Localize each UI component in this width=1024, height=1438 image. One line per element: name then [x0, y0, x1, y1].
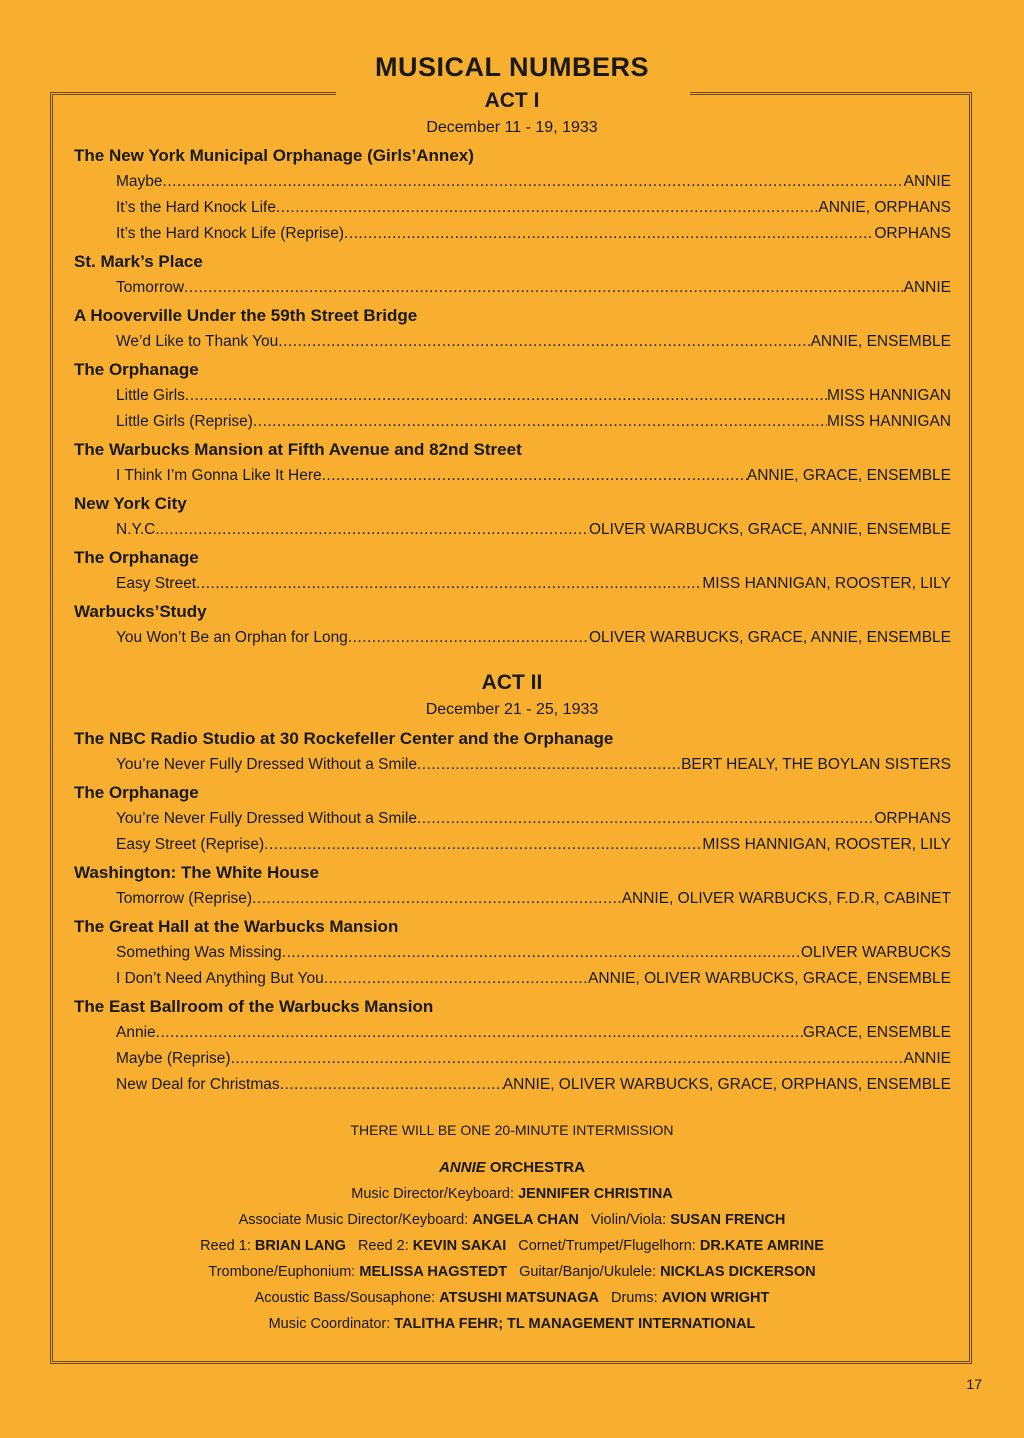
- orchestra-line: [0, 1212, 1024, 1228]
- song-row: [116, 1050, 951, 1070]
- song-row: [116, 413, 951, 433]
- role: Associate Music Director/Keyboard:: [238, 1212, 473, 1228]
- song-row: [116, 944, 951, 964]
- scene-location: The New York Municipal Orphanage (Girls’Annex): [74, 146, 474, 165]
- act2-heading: ACT II: [481, 671, 543, 694]
- song-performers: ANNIE, GRACE, ENSEMBLE: [746, 467, 951, 484]
- scene-location: St. Mark’s Place: [74, 252, 203, 271]
- orchestra-line: [0, 1238, 1024, 1254]
- song-row: [116, 810, 951, 830]
- song-performers: ANNIE: [903, 279, 951, 296]
- orchestra-heading-rest: ORCHESTRA: [485, 1159, 585, 1176]
- song-row: [116, 575, 951, 595]
- song-performers: MISS HANNIGAN, ROOSTER, LILY: [702, 836, 951, 853]
- song-title: Little Girls: [116, 387, 185, 404]
- act2-dates: December 21 - 25, 1933: [425, 701, 599, 718]
- intermission-note: THERE WILL BE ONE 20-MINUTE INTERMISSION: [350, 1122, 674, 1138]
- scene-location: The Warbucks Mansion at Fifth Avenue and 82nd Street: [74, 440, 522, 459]
- song-row: [116, 756, 951, 776]
- song-performers: MISS HANNIGAN: [826, 413, 951, 430]
- song-row: [116, 173, 951, 193]
- song-row: [116, 890, 951, 910]
- song-row: [116, 836, 951, 856]
- song-title: Tomorrow (Reprise): [116, 890, 253, 907]
- orchestra-line: [0, 1316, 1024, 1332]
- musician-name: ATSUSHI MATSUNAGA: [439, 1290, 599, 1306]
- song-performers: MISS HANNIGAN: [826, 387, 951, 404]
- song-performers: ANNIE: [903, 1050, 951, 1067]
- musician-name: TALITHA FEHR; TL MANAGEMENT INTERNATIONAL: [394, 1316, 756, 1332]
- song-row: [116, 225, 951, 245]
- song-performers: ORPHANS: [874, 225, 951, 242]
- musician-name: DR.KATE AMRINE: [699, 1238, 824, 1254]
- song-performers: ANNIE, ORPHANS: [818, 199, 951, 216]
- musician-name: JENNIFER CHRISTINA: [518, 1186, 673, 1202]
- song-title: Maybe: [116, 173, 163, 190]
- song-row: [116, 467, 951, 487]
- song-title: Easy Street (Reprise): [116, 836, 265, 853]
- song-title: Little Girls (Reprise): [116, 413, 253, 430]
- scene-location: The East Ballroom of the Warbucks Mansion: [74, 997, 434, 1016]
- musician-name: AVION WRIGHT: [661, 1290, 770, 1306]
- role: Drums:: [610, 1290, 662, 1306]
- song-performers: ANNIE, OLIVER WARBUCKS, GRACE, ORPHANS, ENSEMBLE: [502, 1076, 951, 1093]
- page-title: MUSICAL NUMBERS: [374, 52, 649, 82]
- song-performers: GRACE, ENSEMBLE: [802, 1024, 951, 1041]
- song-title: Easy Street: [116, 575, 197, 592]
- song-performers: ANNIE: [903, 173, 951, 190]
- song-performers: ANNIE, OLIVER WARBUCKS, F.D.R, CABINET: [621, 890, 951, 907]
- orchestra-heading: [0, 1159, 1024, 1176]
- scene-location: The Orphanage: [74, 360, 199, 379]
- song-performers: OLIVER WARBUCKS: [800, 944, 951, 961]
- song-row: [116, 387, 951, 407]
- song-title: Maybe (Reprise): [116, 1050, 231, 1067]
- song-title: Tomorrow: [116, 279, 185, 296]
- song-performers: ANNIE, ENSEMBLE: [810, 333, 951, 350]
- role: Reed 1:: [200, 1238, 255, 1254]
- orchestra-line: [0, 1264, 1024, 1280]
- scene-location: A Hooverville Under the 59th Street Bridge: [74, 306, 418, 325]
- musician-name: SUSAN FRENCH: [670, 1212, 786, 1228]
- role: Reed 2:: [357, 1238, 413, 1254]
- song-row: [116, 199, 951, 219]
- song-title: You’re Never Fully Dressed Without a Smile: [116, 756, 417, 773]
- song-row: [116, 1076, 951, 1096]
- role: Acoustic Bass/Sousaphone:: [254, 1290, 440, 1306]
- role: Music Coordinator:: [268, 1316, 395, 1332]
- song-title: You Won’t Be an Orphan for Long: [116, 629, 348, 646]
- song-performers: MISS HANNIGAN, ROOSTER, LILY: [702, 575, 951, 592]
- song-row: [116, 521, 951, 541]
- act1-heading: ACT I: [484, 89, 540, 112]
- song-title: It’s the Hard Knock Life (Reprise): [116, 225, 345, 242]
- musician-name: MELISSA HAGSTEDT: [359, 1264, 508, 1280]
- song-row: [116, 333, 951, 353]
- song-title: Annie: [116, 1024, 156, 1041]
- role: Violin/Viola:: [590, 1212, 671, 1228]
- song-performers: OLIVER WARBUCKS, GRACE, ANNIE, ENSEMBLE: [588, 521, 951, 538]
- song-performers: ANNIE, OLIVER WARBUCKS, GRACE, ENSEMBLE: [588, 970, 951, 987]
- song-title: You’re Never Fully Dressed Without a Smile: [116, 810, 417, 827]
- scene-location: New York City: [74, 494, 187, 513]
- musician-name: NICKLAS DICKERSON: [660, 1264, 816, 1280]
- orchestra-heading-italic: ANNIE: [439, 1159, 486, 1176]
- scene-location: The Orphanage: [74, 548, 199, 567]
- musician-name: KEVIN SAKAI: [412, 1238, 507, 1254]
- song-performers: OLIVER WARBUCKS, GRACE, ANNIE, ENSEMBLE: [588, 629, 951, 646]
- role: Music Director/Keyboard:: [351, 1186, 519, 1202]
- song-title: We’d Like to Thank You: [116, 333, 279, 350]
- song-title: It’s the Hard Knock Life: [116, 199, 276, 216]
- song-performers: BERT HEALY, THE BOYLAN SISTERS: [681, 756, 951, 773]
- role: Cornet/Trumpet/Flugelhorn:: [518, 1238, 700, 1254]
- page-number: 17: [966, 1376, 982, 1392]
- song-title: New Deal for Christmas: [116, 1076, 280, 1093]
- orchestra-line: [0, 1186, 1024, 1202]
- role: Trombone/Euphonium:: [208, 1264, 360, 1280]
- orchestra-line: [0, 1290, 1024, 1306]
- song-title: N.Y.C.: [116, 521, 160, 538]
- song-title: I Think I’m Gonna Like It Here: [116, 467, 322, 484]
- scene-location: The Great Hall at the Warbucks Mansion: [74, 917, 399, 936]
- song-title: Something Was Missing: [116, 944, 282, 961]
- scene-location: Warbucks’Study: [74, 602, 207, 621]
- song-row: [116, 970, 951, 990]
- scene-location: The Orphanage: [74, 783, 199, 802]
- song-row: [116, 279, 951, 299]
- musician-name: BRIAN LANG: [254, 1238, 346, 1254]
- song-title: I Don’t Need Anything But You: [116, 970, 324, 987]
- musician-name: ANGELA CHAN: [472, 1212, 579, 1228]
- song-row: [116, 629, 951, 649]
- song-performers: ORPHANS: [874, 810, 951, 827]
- role: Guitar/Banjo/Ukulele:: [519, 1264, 661, 1280]
- song-row: [116, 1024, 951, 1044]
- scene-location: The NBC Radio Studio at 30 Rockefeller Center and the Orphanage: [74, 729, 614, 748]
- act1-dates: December 11 - 19, 1933: [426, 119, 598, 136]
- scene-location: Washington: The White House: [74, 863, 319, 882]
